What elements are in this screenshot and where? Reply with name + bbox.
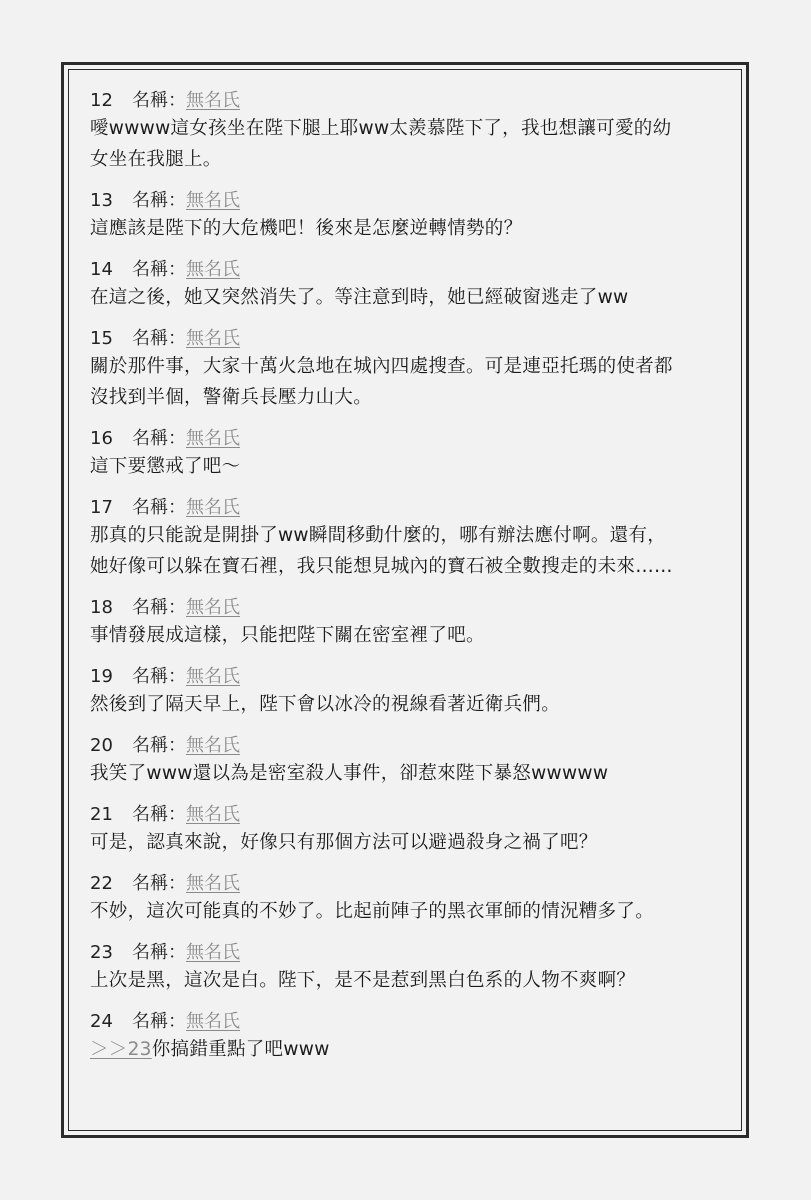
post-header	[90, 871, 730, 896]
post-body-line	[90, 1034, 730, 1065]
post-body-line	[90, 520, 730, 551]
post-header	[90, 802, 730, 827]
post-header	[90, 326, 730, 351]
post-body	[90, 351, 730, 413]
post-header	[90, 940, 730, 965]
post-12	[90, 88, 730, 175]
post-number: 23	[90, 942, 113, 963]
poster-name-link[interactable]: 無名氏	[186, 666, 240, 687]
post-number: 16	[90, 428, 113, 449]
post-body-text: 噯wwww這女孩坐在陛下腿上耶ww太羨慕陛下了，我也想讓可愛的幼	[90, 118, 672, 139]
post-number: 24	[90, 1011, 113, 1032]
post-body-text: 在這之後，她又突然消失了。等注意到時，她已經破窗逃走了ww	[90, 287, 629, 308]
post-19	[90, 664, 730, 720]
post-13	[90, 188, 730, 244]
post-name-label: 名稱：	[132, 259, 186, 280]
post-24	[90, 1009, 730, 1065]
post-name-label: 名稱：	[132, 190, 186, 211]
post-header	[90, 1009, 730, 1034]
post-16	[90, 426, 730, 482]
post-body-text: 她好像可以躲在寶石裡，我只能想見城內的寶石被全數搜走的未來……	[90, 556, 673, 577]
post-header	[90, 495, 730, 520]
post-21	[90, 802, 730, 858]
post-body-line	[90, 551, 730, 582]
post-22	[90, 871, 730, 927]
post-header	[90, 664, 730, 689]
post-body-line	[90, 896, 730, 927]
post-body	[90, 113, 730, 175]
post-header	[90, 88, 730, 113]
post-name-label: 名稱：	[132, 873, 186, 894]
post-header	[90, 257, 730, 282]
post-body	[90, 827, 730, 858]
post-23	[90, 940, 730, 996]
post-body-text: 然後到了隔天早上，陛下會以冰冷的視線看著近衛兵們。	[90, 694, 561, 715]
poster-name-link[interactable]: 無名氏	[186, 328, 240, 349]
post-body-text: 上次是黑，這次是白。陛下，是不是惹到黑白色系的人物不爽啊？	[90, 970, 636, 991]
post-body-text: 女坐在我腿上。	[90, 149, 222, 170]
post-body-line	[90, 689, 730, 720]
post-number: 22	[90, 873, 113, 894]
post-body-line	[90, 382, 730, 413]
post-body	[90, 1034, 730, 1065]
post-name-label: 名稱：	[132, 942, 186, 963]
post-body-line	[90, 965, 730, 996]
poster-name-link[interactable]: 無名氏	[186, 90, 240, 111]
reply-link[interactable]: ＞＞23	[90, 1039, 152, 1060]
post-17	[90, 495, 730, 582]
post-name-label: 名稱：	[132, 328, 186, 349]
post-body-text: 這應該是陛下的大危機吧！後來是怎麼逆轉情勢的？	[90, 218, 523, 239]
poster-name-link[interactable]: 無名氏	[186, 942, 240, 963]
thread-post-list	[90, 88, 730, 1078]
poster-name-link[interactable]: 無名氏	[186, 259, 240, 280]
poster-name-link[interactable]: 無名氏	[186, 735, 240, 756]
poster-name-link[interactable]: 無名氏	[186, 428, 240, 449]
post-body-text: 我笑了www還以為是密室殺人事件，卻惹來陛下暴怒wwwww	[90, 763, 609, 784]
post-body-text: 沒找到半個，警衛兵長壓力山大。	[90, 387, 373, 408]
post-15	[90, 326, 730, 413]
poster-name-link[interactable]: 無名氏	[186, 597, 240, 618]
poster-name-link[interactable]: 無名氏	[186, 190, 240, 211]
post-number: 19	[90, 666, 113, 687]
post-name-label: 名稱：	[132, 497, 186, 518]
post-body	[90, 689, 730, 720]
post-14	[90, 257, 730, 313]
post-body-line	[90, 451, 730, 482]
post-body-line	[90, 827, 730, 858]
post-body	[90, 520, 730, 582]
post-body	[90, 213, 730, 244]
post-18	[90, 595, 730, 651]
poster-name-link[interactable]: 無名氏	[186, 1011, 240, 1032]
post-number: 13	[90, 190, 113, 211]
post-name-label: 名稱：	[132, 428, 186, 449]
post-header	[90, 733, 730, 758]
post-body	[90, 282, 730, 313]
post-body-text: 你搞錯重點了吧www	[151, 1039, 330, 1060]
post-number: 20	[90, 735, 113, 756]
post-number: 12	[90, 90, 113, 111]
post-body-text: 不妙，這次可能真的不妙了。比起前陣子的黑衣軍師的情況糟多了。	[90, 901, 655, 922]
post-name-label: 名稱：	[132, 597, 186, 618]
post-body-line	[90, 144, 730, 175]
post-body	[90, 620, 730, 651]
post-body	[90, 758, 730, 789]
post-number: 14	[90, 259, 113, 280]
post-body-text: 可是，認真來說，好像只有那個方法可以避過殺身之禍了吧？	[90, 832, 598, 853]
post-body	[90, 896, 730, 927]
post-number: 21	[90, 804, 113, 825]
post-body-text: 那真的只能說是開掛了ww瞬間移動什麼的，哪有辦法應付啊。還有，	[90, 525, 667, 546]
post-body-line	[90, 213, 730, 244]
post-number: 15	[90, 328, 113, 349]
post-body-line	[90, 282, 730, 313]
post-header	[90, 188, 730, 213]
post-body-text: 事情發展成這樣，只能把陛下關在密室裡了吧。	[90, 625, 485, 646]
post-header	[90, 426, 730, 451]
post-body	[90, 451, 730, 482]
post-body-line	[90, 351, 730, 382]
poster-name-link[interactable]: 無名氏	[186, 873, 240, 894]
post-body-line	[90, 758, 730, 789]
post-name-label: 名稱：	[132, 804, 186, 825]
post-name-label: 名稱：	[132, 1011, 186, 1032]
post-20	[90, 733, 730, 789]
post-name-label: 名稱：	[132, 735, 186, 756]
post-body-text: 這下要懲戒了吧～	[90, 456, 241, 477]
post-body-line	[90, 620, 730, 651]
post-body	[90, 965, 730, 996]
post-name-label: 名稱：	[132, 90, 186, 111]
post-number: 18	[90, 597, 113, 618]
poster-name-link[interactable]: 無名氏	[186, 497, 240, 518]
post-number: 17	[90, 497, 113, 518]
post-body-text: 關於那件事，大家十萬火急地在城內四處搜查。可是連亞托瑪的使者都	[90, 356, 673, 377]
post-header	[90, 595, 730, 620]
poster-name-link[interactable]: 無名氏	[186, 804, 240, 825]
post-body-line	[90, 113, 730, 144]
post-name-label: 名稱：	[132, 666, 186, 687]
